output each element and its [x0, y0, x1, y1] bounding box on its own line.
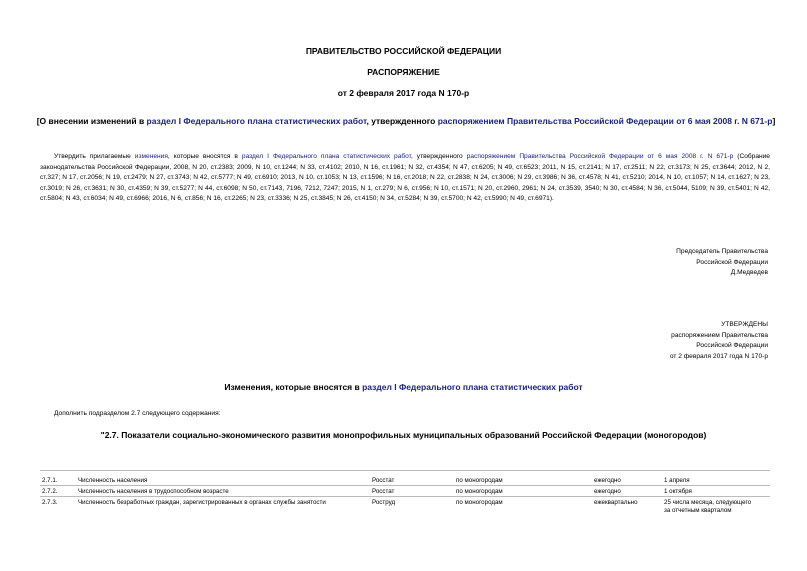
- table-row-divider: [40, 496, 770, 497]
- row-deadline: 25 числа месяца, следующего: [664, 499, 752, 506]
- section-heading: "2.7. Показатели социально-экономического развития монопрофильных муниципальных образований Российской Федерации (моногородов): [100, 430, 707, 440]
- signature-name: Д.Медведев: [730, 269, 768, 277]
- table-row-divider: [40, 485, 770, 486]
- changes-title: [0, 382, 807, 392]
- row-deadline: 1 апреля: [664, 477, 690, 484]
- row-scope: по моногородам: [456, 499, 503, 506]
- approved-label: УТВЕРЖДЕНЫ: [721, 321, 768, 328]
- signature-position: Председатель Правительства: [676, 248, 768, 255]
- title-open: [О внесении изменений в: [36, 116, 147, 126]
- body-text-2: , которые вносятся в: [167, 153, 242, 160]
- approved-country: Российской Федерации: [696, 342, 768, 350]
- row-indicator: Численность населения: [78, 477, 148, 484]
- supplement-text: Дополнить подразделом 2.7 следующего содержания:: [54, 410, 221, 417]
- row-agency: Роструд: [372, 499, 396, 506]
- signature-block: [468, 247, 768, 279]
- table-top-rule: [40, 470, 770, 471]
- approved-by: распоряжением Правительства: [671, 331, 768, 339]
- title-mid: , утвержденного: [366, 116, 438, 126]
- approved-block: [468, 320, 768, 362]
- body-text-4: (Собрание законодательства Российской Федерации, 2008, N 20, ст.2383; 2009, N 10, ст.1244; N 33, ст.4102; 2010, N 16, ст.1961; N 32, ст.4354; N 47, ст.6205; N 49, ст.6523; 2011, N 15, ст.2141; N 17, ст.2511; N 22, ст.3173; N 25, ст.3644; 2012, N 2, ст.327; N 17, ст.2056; N 19, ст.2479; N 27, ст.3743; N 42, ст.5777; N 49, ст.6910; 2013, N 10, ст.1053; N 13, ст.1596; N 16, ст.2018; N 22, ст.2838; N 24, ст.3006; N 29, ст.3986; N 36, ст.4578; N 41, ст.5210; 2014, N 10, ст.1057; N 14, ст.1627; N 23, ст.3019; N 26, ст.3631; N 30, ст.4359; N 39, ст.5277; N 44, ст.6098; N 50, ст.7143, 7196, 7212, 7247; 2015, N 1, ст.279; N 6, ст.956; N 10, ст.1571; N 20, ст.2960, 2961; N 24, ст.3539, 3540; N 30, ст.4584; N 36, ст.5044, 5109; N 39, ст.5401; N 42, ст.5804; N 43, ст.6034; N 49, ст.6966; 2016, N 6, ст.856; N 16, ст.2265; N 23, ст.3336; N 25, ст.3845; N 26, ст.4150; N 34, ст.5284; N 39, ст.5700; N 42, ст.5990; N 49, ст.6971).: [40, 153, 770, 202]
- changes-title-link[interactable]: раздел I Федерального плана статистических работ: [362, 382, 583, 392]
- row-deadline-line2: за отчетным кварталом: [664, 507, 732, 514]
- row-number: 2.7.1.: [42, 477, 58, 484]
- body-link-changes[interactable]: изменения: [134, 153, 168, 160]
- row-number: 2.7.3.: [42, 499, 58, 506]
- signature-country: Российской Федерации: [696, 258, 768, 266]
- document-type: РАСПОРЯЖЕНИЕ: [367, 67, 440, 77]
- row-indicator: Численность безработных граждан, зарегистрированных в органах службы занятости: [78, 499, 326, 506]
- row-frequency: ежеквартально: [594, 499, 638, 506]
- row-scope: по моногородам: [456, 477, 503, 484]
- document-date-number: от 2 февраля 2017 года N 170-р: [337, 88, 470, 98]
- title-close: ]: [772, 116, 776, 126]
- body-link-order[interactable]: распоряжением Правительства Российской Федерации от 6 мая 2008 г. N 671-р: [466, 153, 734, 160]
- row-agency: Росстат: [372, 488, 395, 495]
- row-agency: Росстат: [372, 477, 395, 484]
- row-frequency: ежегодно: [594, 477, 621, 484]
- title-link-section[interactable]: раздел I Федерального плана статистических работ: [146, 116, 367, 126]
- body-text-1: Утвердить прилагаемые: [54, 153, 135, 160]
- body-link-section[interactable]: раздел I Федерального плана статистических работ: [241, 153, 411, 160]
- row-deadline: 1 октября: [664, 488, 692, 495]
- row-scope: по моногородам: [456, 488, 503, 495]
- government-name: ПРАВИТЕЛЬСТВО РОССИЙСКОЙ ФЕДЕРАЦИИ: [305, 46, 502, 56]
- row-frequency: ежегодно: [594, 488, 621, 495]
- document-title: [36, 115, 776, 127]
- approved-date: от 2 февраля 2017 года N 170-р: [669, 352, 768, 360]
- title-link-order[interactable]: распоряжением Правительства Российской Федерации от 6 мая 2008 г. N 671-р: [437, 116, 773, 126]
- body-paragraph: [40, 152, 770, 205]
- row-indicator: Численность населения в трудоспособном возрасте: [78, 488, 229, 495]
- body-text-3: , утвержденного: [410, 153, 467, 160]
- row-number: 2.7.2.: [42, 488, 58, 495]
- changes-title-text: Изменения, которые вносятся в: [224, 382, 363, 392]
